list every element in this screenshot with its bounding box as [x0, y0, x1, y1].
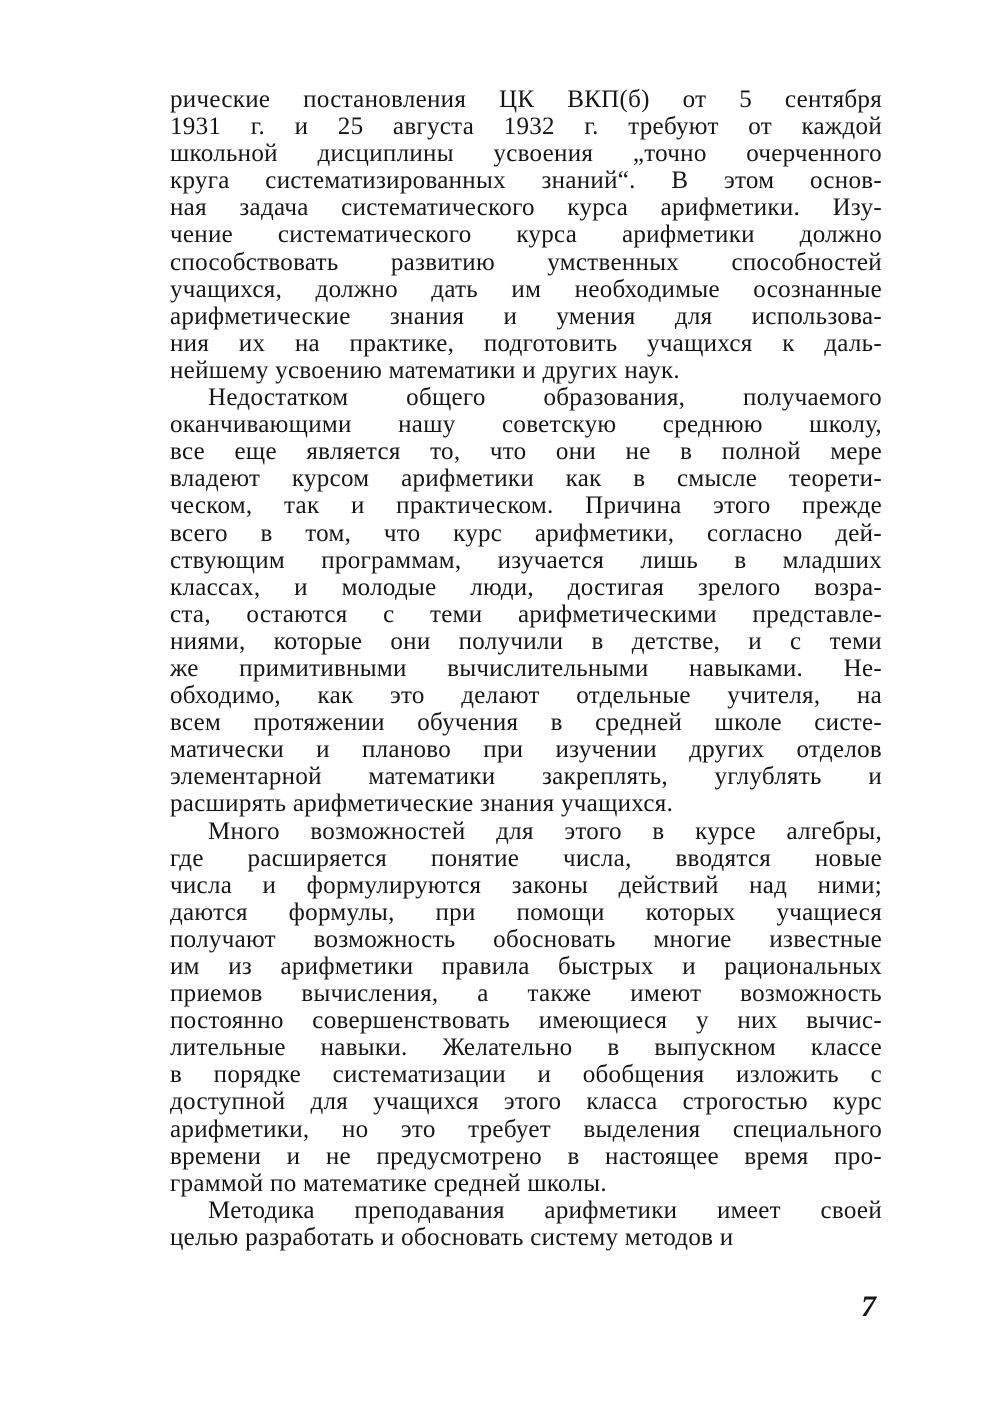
text-line: ная задача систематического курса арифметики. Изу-: [170, 194, 882, 222]
paragraph: [170, 86, 882, 384]
text-line: постоянно совершенствовать имеющиеся у них вычис-: [170, 1007, 882, 1035]
text-line: арифметические знания и умения для использова-: [170, 302, 882, 330]
paragraph: [170, 384, 882, 818]
text-line: элементарной математики закреплять, углублять и: [170, 763, 882, 791]
text-line: учащихся, должно дать им необходимые осознанные: [170, 275, 882, 303]
text-line: Недостатком общего образования, получаемого: [208, 384, 882, 412]
text-line: даются формулы, при помощи которых учащиеся: [170, 898, 882, 926]
body-text: [170, 86, 882, 1251]
text-line: классах, и молодые люди, достигая зрелого возра-: [170, 573, 882, 601]
text-line: времени и не предусмотрено в настоящее время про-: [170, 1142, 882, 1170]
text-line: ниями, которые они получили в детстве, и с теми: [170, 627, 882, 655]
text-line: владеют курсом арифметики как в смысле теорети-: [170, 465, 882, 493]
text-line: ния их на практике, подготовить учащихся к даль-: [170, 329, 882, 357]
page-number: 7: [861, 1290, 876, 1323]
text-line: способствовать развитию умственных способностей: [170, 248, 882, 276]
text-line: лительные навыки. Желательно в выпускном классе: [170, 1034, 882, 1062]
text-line: расширять арифметические знания учащихся.: [170, 790, 674, 818]
text-line: матически и планово при изучении других отделов: [170, 736, 882, 764]
text-line: граммой по математике средней школы.: [170, 1169, 607, 1197]
text-line: обходимо, как это делают отдельные учителя, на: [170, 682, 882, 710]
text-line: числа и формулируются законы действий над ними;: [170, 871, 882, 899]
text-line: доступной для учащихся этого класса строгостью курс: [170, 1088, 882, 1116]
text-line: получают возможность обосновать многие известные: [170, 925, 882, 953]
text-line: 1931 г. и 25 августа 1932 г. требуют от каждой: [170, 113, 882, 141]
text-line: Много возможностей для этого в курсе алгебры,: [208, 817, 882, 845]
paragraph: [170, 1197, 882, 1251]
text-line: ствующим программам, изучается лишь в младших: [170, 546, 882, 574]
text-line: всем протяжении обучения в средней школе систе-: [170, 709, 882, 737]
text-line: же примитивными вычислительными навыками. Не-: [170, 654, 882, 682]
text-line: всего в том, что курс арифметики, согласно дей-: [170, 519, 882, 547]
text-line: в порядке систематизации и обобщения изложить с: [170, 1061, 882, 1089]
text-line: где расширяется понятие числа, вводятся новые: [170, 844, 882, 872]
text-line: рические постановления ЦК ВКП(б) от 5 сентября: [170, 86, 882, 113]
text-line: им из арифметики правила быстрых и рациональных: [170, 953, 882, 980]
text-line: арифметики, но это требует выделения специального: [170, 1115, 882, 1143]
text-line: круга систематизированных знаний“. В этом основ-: [170, 167, 882, 195]
text-line: нейшему усвоению математики и других наук.: [170, 356, 680, 384]
text-line: ческом, так и практическом. Причина этого прежде: [170, 492, 882, 520]
text-line: школьной дисциплины усвоения „точно очерченного: [170, 140, 882, 168]
text-line: чение систематического курса арифметики должно: [170, 221, 882, 249]
paragraph: [170, 818, 882, 1197]
text-line: целью разработать и обосновать систему методов и: [170, 1223, 734, 1251]
text-line: Методика преподавания арифметики имеет своей: [208, 1196, 882, 1224]
text-line: оканчивающими нашу советскую среднюю школу,: [170, 411, 882, 439]
text-line: все еще является то, что они не в полной мере: [170, 438, 882, 466]
text-line: ста, остаются с теми арифметическими представле-: [170, 600, 882, 628]
text-line: приемов вычисления, а также имеют возможность: [170, 980, 882, 1008]
